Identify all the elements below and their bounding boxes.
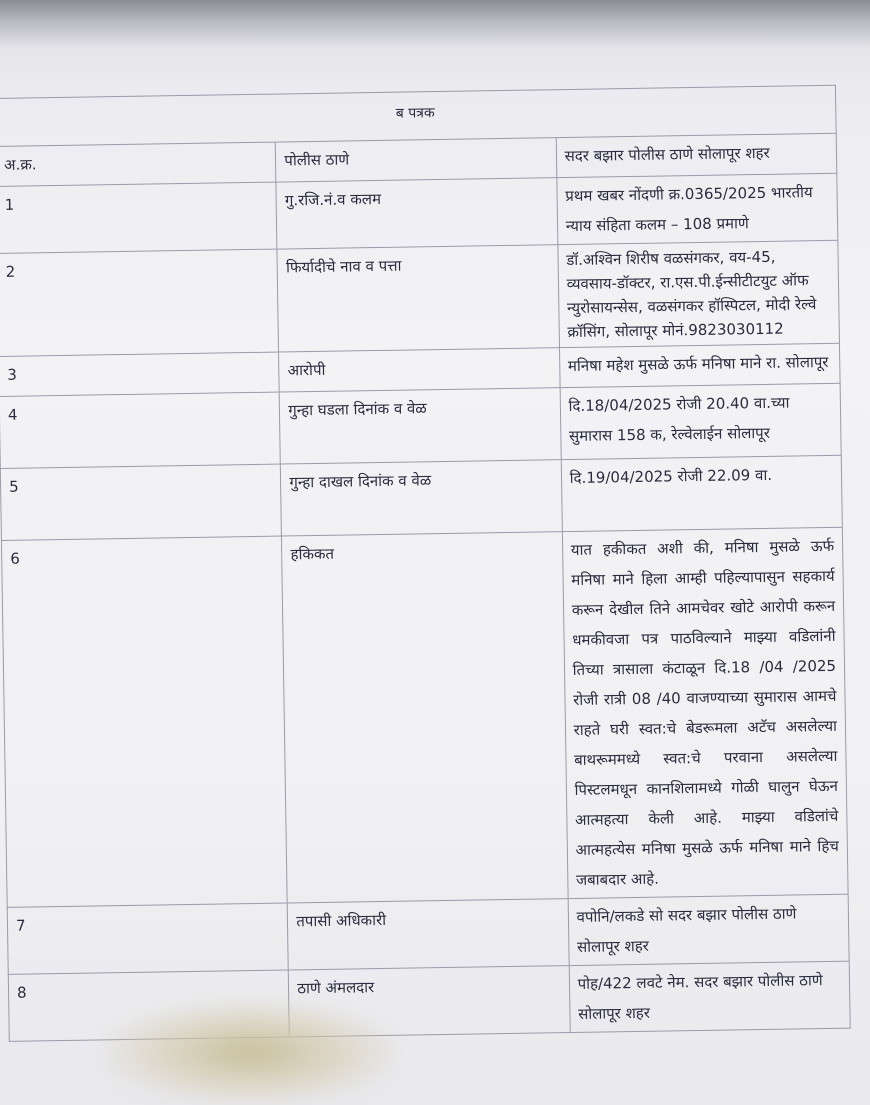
row-label: ठाणे अंमलदार: [289, 966, 570, 1037]
police-form-document: [0, 85, 851, 1042]
row-number: 5: [0, 464, 281, 540]
row-label: गुन्हा घडला दिनांक व वेळ: [279, 388, 560, 464]
row-number: 3: [0, 352, 279, 396]
row-value: दि.18/04/2025 रोजी 20.40 वा.च्या सुमारास 158 क, रेल्वेलाईन सोलापूर: [560, 383, 841, 459]
row-label: आरोपी: [279, 348, 560, 392]
row-number: 6: [1, 536, 287, 907]
row-label: हकिकत: [282, 532, 568, 903]
row-label: फिर्यादीचे नाव व पत्ता: [277, 245, 559, 352]
row-number: 2: [0, 249, 279, 356]
row-number: 4: [0, 392, 281, 468]
photo-top-shadow: [0, 0, 870, 48]
form-row: [0, 455, 842, 540]
row-label: तपासी अधिकारी: [288, 899, 569, 970]
row-number: 7: [7, 903, 288, 974]
row-value: सदर बझार पोलीस ठाणे सोलापूर शहर: [556, 133, 837, 177]
row-number: 8: [8, 970, 289, 1041]
row-label: पोलीस ठाणे: [276, 138, 557, 182]
row-number: 1: [0, 182, 277, 253]
form-row: [1, 527, 848, 907]
row-value: डॉ.अश्विन शिरीष वळसंगकर, वय-45, व्यवसाय-डॉक्टर, रा.एस.पी.ईन्सीटीटयुट ऑफ न्युरोसायन्सेस, वळसंगकर हॉस्पिटल, मोदी रेल्वे क्रॉसिंग, सोलापूर मोनं.9823030112: [558, 240, 840, 347]
row-value: प्रथम खबर नोंदणी क्र.0365/2025 भारतीय न्याय संहिता कलम – 108 प्रमाणे: [556, 173, 837, 244]
form-title: ब पत्रक: [0, 85, 836, 146]
form-row: [0, 383, 841, 468]
form-row: [0, 240, 839, 356]
row-value: वपोनि/लकडे सो सदर बझार पोलीस ठाणे सोलापूर शहर: [568, 894, 849, 965]
row-value: मनिषा महेश मुसळे ऊर्फ मनिषा माने रा. सोलापूर: [559, 343, 840, 387]
form-table: [0, 85, 851, 1042]
row-value: पोह/422 लवटे नेम. सदर बझार पोलीस ठाणे सोलापूर शहर: [569, 961, 850, 1032]
incident-narrative: यात हकीकत अशी की, मनिषा मुसळे ऊर्फ मनिषा माने हिला आम्ही पहिल्यापासुन सहकार्य करून देखील तिने आमचेवर खोटे आरोपी करून धमकीवजा पत्र पाठविल्याने माझ्या वडिलांनी तिच्या त्रासाला कंटाळून दि.18 /04 /2025 रोजी रात्री 08 /40 वाजण्याच्या सुमारास आमचे राहते घरी स्वत:चे बेडरूमला अटॅच असलेल्या बाथरूममध्ये स्वत:चे परवाना असलेल्या पिस्टलमधून कानशिलामध्ये गोळी घालुन घेऊन आत्महत्या केली आहे. माझ्या वडिलांचे आत्महत्येस मनिषा मुसळे ऊर्फ मनिषा माने हिच जबाबदार आहे.: [562, 527, 848, 898]
row-label: गु.रजि.नं.व कलम: [276, 178, 557, 249]
row-label: गुन्हा दाखल दिनांक व वेळ: [281, 460, 562, 536]
photo-blur-artifact: [100, 1000, 400, 1105]
row-number: अ.क्र.: [0, 142, 276, 186]
row-value: दि.19/04/2025 रोजी 22.09 वा.: [561, 455, 842, 531]
